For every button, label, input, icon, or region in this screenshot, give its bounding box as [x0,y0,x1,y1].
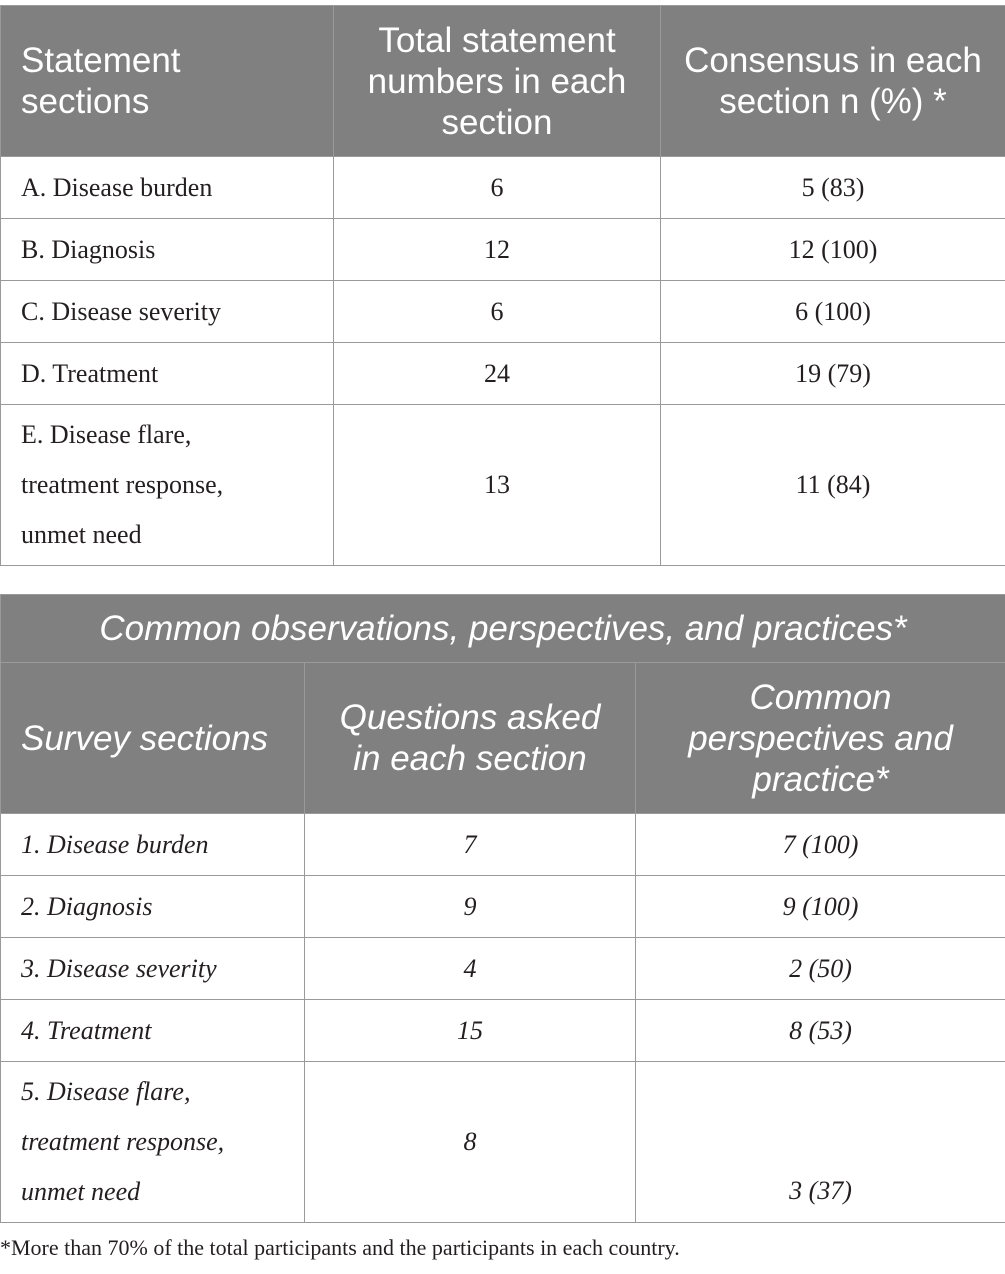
survey-table [0,594,1005,1223]
section-cell: B. Diagnosis [1,219,334,281]
header-consensus: Consensus in each section n (%) * [661,6,1005,157]
table-row [1,405,1005,566]
perspective-cell: 8 (53) [636,1000,1005,1062]
table-row [1,1062,1005,1223]
count-cell: 7 [305,814,636,876]
count-cell: 13 [334,405,661,566]
header-total-statement-numbers: Total statement numbers in each section [334,6,661,157]
header-row [1,663,1005,814]
section-cell: 3. Disease severity [1,938,305,1000]
consensus-cell: 19 (79) [661,343,1005,405]
count-cell: 8 [305,1062,636,1223]
header-row [1,6,1005,157]
consensus-table [0,5,1005,566]
count-cell: 15 [305,1000,636,1062]
table-row [1,814,1005,876]
section-cell: 5. Disease flare, treatment response, unmet need [1,1062,305,1223]
count-cell: 12 [334,219,661,281]
table-row [1,1000,1005,1062]
count-cell: 24 [334,343,661,405]
table-row [1,157,1005,219]
section-cell: 1. Disease burden [1,814,305,876]
footnote: *More than 70% of the total participants and the participants in each country. [0,1235,680,1260]
header-questions-asked: Questions asked in each section [305,663,636,814]
table-row [1,938,1005,1000]
table-title: Common observations, perspectives, and practices* [1,595,1005,663]
section-cell: C. Disease severity [1,281,334,343]
section-cell: E. Disease flare, treatment response, unmet need [1,405,334,566]
section-cell: 2. Diagnosis [1,876,305,938]
consensus-cell: 6 (100) [661,281,1005,343]
perspective-cell: 3 (37) [636,1062,1005,1223]
table-row [1,281,1005,343]
header-common-perspectives: Common perspectives and practice* [636,663,1005,814]
count-cell: 6 [334,281,661,343]
perspective-cell: 2 (50) [636,938,1005,1000]
section-cell: A. Disease burden [1,157,334,219]
perspective-cell: 9 (100) [636,876,1005,938]
section-cell: D. Treatment [1,343,334,405]
consensus-cell: 11 (84) [661,405,1005,566]
count-cell: 9 [305,876,636,938]
count-cell: 6 [334,157,661,219]
consensus-cell: 12 (100) [661,219,1005,281]
header-statement-sections: Statement sections [1,6,334,157]
table-row [1,876,1005,938]
table-title-row [1,595,1005,663]
consensus-cell: 5 (83) [661,157,1005,219]
table-row [1,219,1005,281]
table-row [1,343,1005,405]
perspective-cell: 7 (100) [636,814,1005,876]
section-cell: 4. Treatment [1,1000,305,1062]
count-cell: 4 [305,938,636,1000]
header-survey-sections: Survey sections [1,663,305,814]
